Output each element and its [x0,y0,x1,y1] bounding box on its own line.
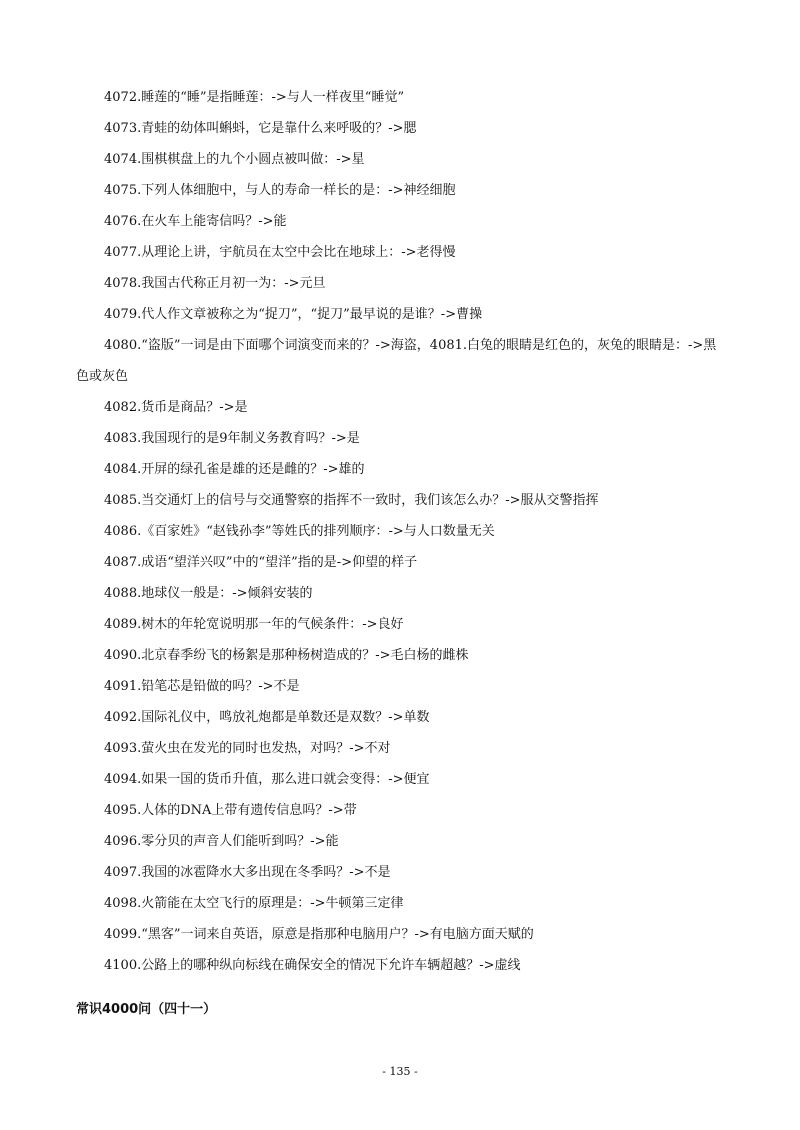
list-item: 4093.萤火虫在发光的同时也发热，对吗？->不对 [104,741,391,756]
list-item: 4089.树木的年轮宽说明那一年的气候条件：->良好 [104,617,404,632]
list-item: 4090.北京春季纷飞的杨絮是那种杨树造成的？->毛白杨的雌株 [104,648,469,663]
list-item: 4096.零分贝的声音人们能听到吗？->能 [104,834,339,849]
list-item: 4074.围棋棋盘上的九个小圆点被叫做：->星 [104,152,365,167]
page-number: - 135 - [382,1065,418,1078]
list-item: 4085.当交通灯上的信号与交通警察的指挥不一致时，我们该怎么办？->服从交警指挥 [104,493,599,508]
list-item: 4084.开屏的绿孔雀是雄的还是雌的？->雄的 [104,462,365,477]
list-item: 4100.公路上的哪种纵向标线在确保安全的情况下允许车辆超越？->虚线 [104,958,521,973]
section-title: 常识4000问（四十一） [76,1002,217,1017]
list-item: 4079.代人作文章被称之为“捉刀”，“捉刀”最早说的是谁？->曹操 [104,307,483,322]
list-item: 4072.睡莲的“睡”是指睡莲：->与人一样夜里“睡觉” [104,90,405,105]
list-item: 4078.我国古代称正月初一为：->元旦 [104,276,326,291]
list-item: 4077.从理论上讲，宇航员在太空中会比在地球上：->老得慢 [104,245,456,260]
list-item: 4095.人体的DNA上带有遗传信息吗？->带 [104,803,357,818]
list-item: 4097.我国的冰雹降水大多出现在冬季吗？->不是 [104,865,391,880]
list-item: 4094.如果一国的货币升值，那么进口就会变得：->便宜 [104,772,430,787]
list-item: 4080.“盗版”一词是由下面哪个词演变而来的？->海盗，4081.白兔的眼睛是红色的，灰兔的眼睛是：->黑色或灰色 [76,338,717,384]
list-item: 4073.青蛙的幼体叫蝌蚪，它是靠什么来呼吸的？->腮 [104,121,417,136]
list-item: 4088.地球仪一般是：->倾斜安装的 [104,586,313,601]
list-item: 4076.在火车上能寄信吗？->能 [104,214,287,229]
list-item: 4083.我国现行的是9年制义务教育吗？->是 [104,431,360,446]
list-item: 4082.货币是商品？->是 [104,400,248,415]
list-item: 4087.成语“望洋兴叹”中的“望洋”指的是->仰望的样子 [104,555,418,570]
list-item: 4092.国际礼仪中，鸣放礼炮都是单数还是双数？->单数 [104,710,430,725]
list-item: 4075.下列人体细胞中，与人的寿命一样长的是：->神经细胞 [104,183,456,198]
list-item: 4098.火箭能在太空飞行的原理是：->牛顿第三定律 [104,896,404,911]
list-item: 4099.“黑客”一词来自英语，原意是指那种电脑用户？->有电脑方面天赋的 [104,927,534,942]
qa-list [76,82,726,981]
list-item: 4086.《百家姓》“赵钱孙李”等姓氏的排列顺序：->与人口数量无关 [104,524,495,539]
list-item: 4091.铅笔芯是铅做的吗？->不是 [104,679,300,694]
